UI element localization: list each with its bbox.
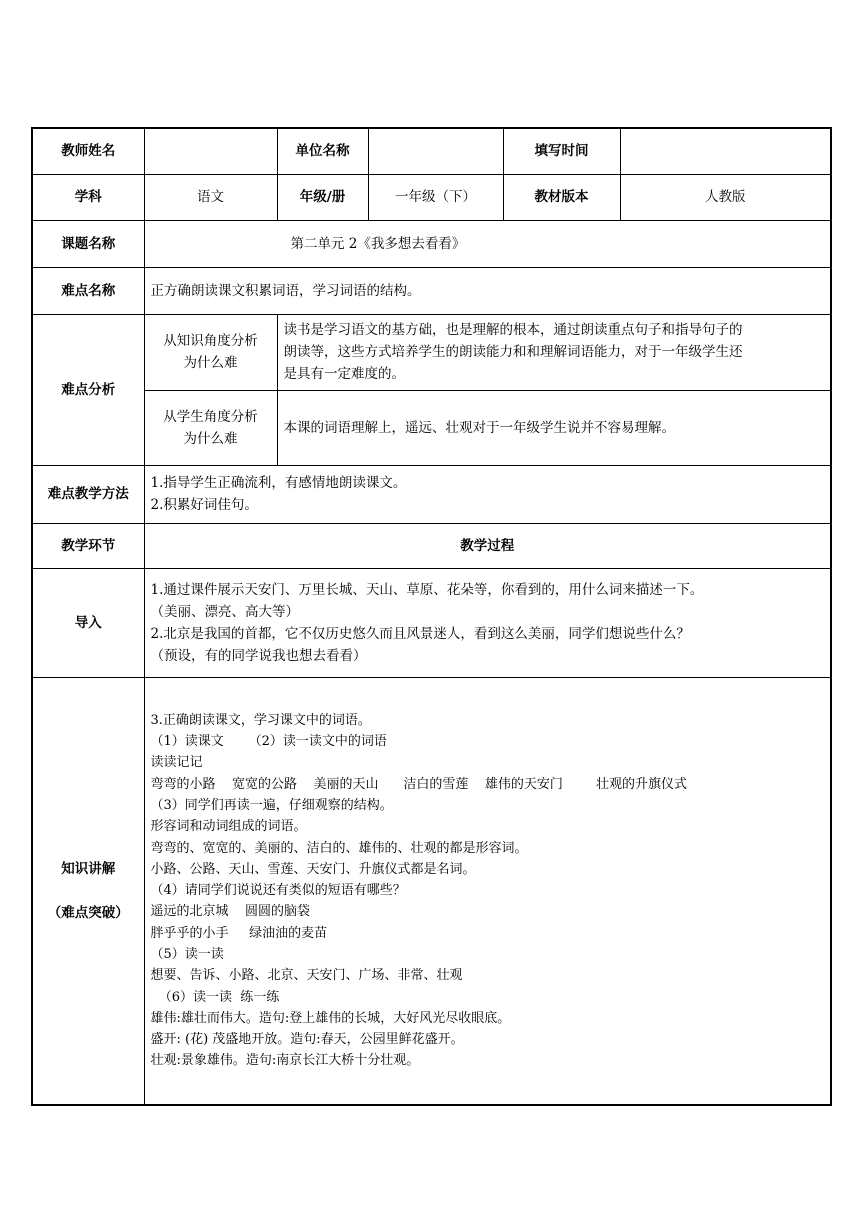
difficulty-analysis-label: 难点分析	[32, 314, 144, 465]
header-row	[32, 128, 831, 174]
student-angle-row	[32, 390, 831, 465]
knowledge-line: 3.正确朗读课文，学习课文中的词语。	[150, 712, 371, 728]
subject-label: 学科	[32, 174, 144, 220]
knowledge-angle-line: 读书是学习语文的基方础，也是理解的根本，通过朗读重点句子和指导句子的	[283, 322, 743, 338]
teaching-method-line: 2.积累好词佳句。	[150, 497, 258, 513]
topic-row	[32, 220, 831, 267]
teaching-method-row	[32, 465, 831, 523]
intro-line: 2.北京是我国的首都，它不仅历史悠久而且风景迷人，看到这么美丽，同学们想说些什么？	[150, 625, 690, 642]
knowledge-label-line: （难点突破）	[47, 904, 129, 921]
knowledge-line: 小路、公路、天山、雪莲、天安门、升旗仪式都是名词。	[150, 861, 476, 877]
knowledge-label	[32, 677, 144, 1105]
date-value	[620, 128, 831, 174]
knowledge-line: （3）同学们再读一遍，仔细观察的结构。	[150, 797, 393, 813]
grade-value: 一年级（下）	[368, 174, 503, 220]
knowledge-line: （6）读一读 练一练	[150, 989, 280, 1005]
edition-value: 人教版	[620, 174, 831, 220]
teaching-method-label: 难点教学方法	[32, 465, 144, 523]
student-angle-label	[144, 390, 277, 465]
process-label: 教学过程	[144, 523, 831, 568]
knowledge-line: 想要、告诉、小路、北京、天安门、广场、非常、壮观	[150, 968, 463, 984]
knowledge-angle-label-line: 为什么难	[183, 355, 238, 371]
knowledge-angle-label	[144, 314, 277, 390]
lesson-plan-table	[31, 127, 832, 1106]
subject-row	[32, 174, 831, 220]
intro-line: （预设，有的同学说我也想去看看）	[150, 647, 367, 664]
knowledge-angle-text	[277, 314, 831, 390]
unit-label: 单位名称	[277, 128, 368, 174]
knowledge-row	[32, 677, 831, 1105]
stage-label: 教学环节	[32, 523, 144, 568]
knowledge-line: 遥远的北京城 圆圆的脑袋	[150, 904, 311, 920]
difficulty-name-label: 难点名称	[32, 267, 144, 314]
student-angle-text: 本课的词语理解上，遥远、壮观对于一年级学生说并不容易理解。	[277, 390, 831, 465]
edition-label: 教材版本	[503, 174, 620, 220]
knowledge-line: 胖乎乎的小手 绿油油的麦苗	[150, 925, 328, 941]
knowledge-text	[144, 677, 831, 1105]
knowledge-angle-line: 是具有一定难度的。	[283, 366, 405, 382]
difficulty-name-value: 正方确朗读课文积累词语，学习词语的结构。	[144, 267, 831, 314]
knowledge-angle-row	[32, 314, 831, 390]
intro-label: 导入	[32, 568, 144, 677]
knowledge-line: 形容词和动词组成的词语。	[150, 819, 307, 835]
intro-text	[144, 568, 831, 677]
knowledge-line: 雄伟:雄壮而伟大。造句:登上雄伟的长城，大好风光尽收眼底。	[150, 1010, 511, 1026]
knowledge-line: 盛开: (花) 茂盛地开放。造句:春天，公园里鲜花盛开。	[150, 1032, 464, 1048]
topic-value: 第二单元 2《我多想去看看》	[144, 220, 831, 267]
teacher-label: 教师姓名	[32, 128, 144, 174]
knowledge-line: （5）读一读	[150, 946, 224, 962]
knowledge-line: 读读记记	[150, 755, 203, 771]
student-angle-label-line: 从学生角度分析	[163, 408, 258, 425]
grade-label: 年级/册	[277, 174, 368, 220]
knowledge-line: 壮观:景象雄伟。造句:南京长江大桥十分壮观。	[150, 1053, 420, 1069]
knowledge-line: 弯弯的小路 宽宽的公路 美丽的天山 洁白的雪莲 雄伟的天安门 壮观的升旗仪式	[150, 776, 687, 792]
intro-row	[32, 568, 831, 677]
intro-line: 1.通过课件展示天安门、万里长城、天山、草原、花朵等，你看到的，用什么词来描述一下。	[150, 581, 704, 598]
topic-label: 课题名称	[32, 220, 144, 267]
knowledge-label-line: 知识讲解	[61, 860, 116, 877]
knowledge-angle-label-line: 从知识角度分析	[163, 333, 258, 349]
knowledge-line: 弯弯的、宽宽的、美丽的、洁白的、雄伟的、壮观的都是形容词。	[150, 840, 528, 856]
teaching-method-line: 1.指导学生正确流利，有感情地朗读课文。	[150, 475, 407, 491]
knowledge-line: （1）读课文 （2）读一读文中的词语	[150, 734, 387, 750]
process-header-row	[32, 523, 831, 568]
intro-line: （美丽、漂亮、高大等）	[150, 603, 299, 620]
unit-value	[368, 128, 503, 174]
knowledge-line: （4）请同学们说说还有类似的短语有哪些？	[150, 883, 406, 899]
difficulty-name-row	[32, 267, 831, 314]
knowledge-angle-line: 朗读等，这些方式培养学生的朗读能力和和理解词语能力，对于一年级学生还	[283, 344, 743, 360]
teaching-method-text	[144, 465, 831, 523]
student-angle-label-line: 为什么难	[183, 430, 238, 447]
date-label: 填写时间	[503, 128, 620, 174]
subject-value: 语文	[144, 174, 277, 220]
teacher-value	[144, 128, 277, 174]
